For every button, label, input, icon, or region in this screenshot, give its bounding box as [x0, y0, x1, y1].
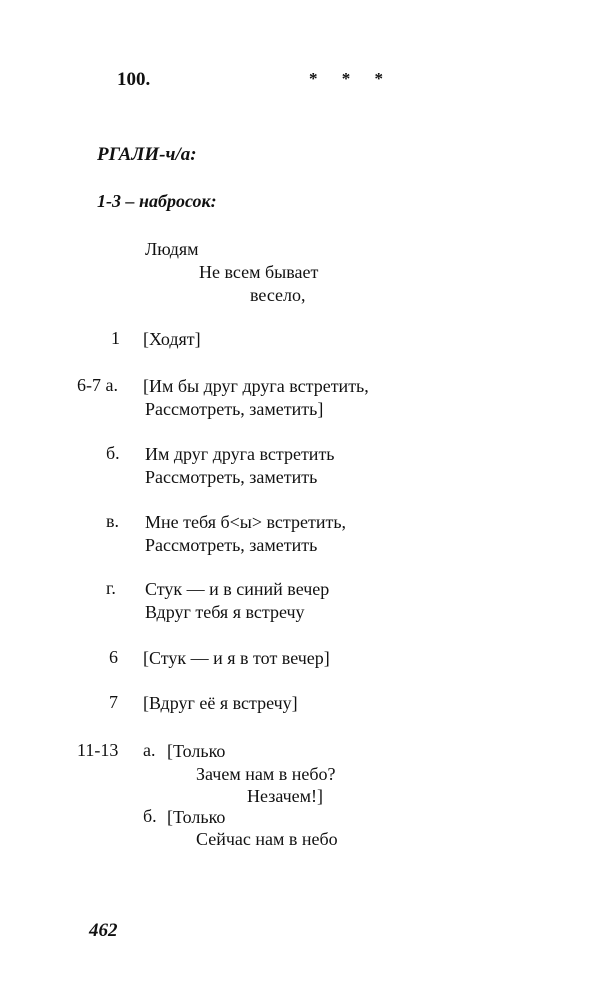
variant-line: Незачем!]	[247, 786, 324, 806]
variant-line: Рассмотреть, заметить]	[145, 399, 324, 419]
variant-line: Им друг друга встретить	[145, 444, 335, 464]
variant-line: [Вдруг её я встречу]	[143, 693, 298, 713]
variant-line: Зачем нам в небо?	[196, 764, 336, 784]
variant-label: б.	[106, 443, 120, 463]
draft-line: Людям	[145, 239, 199, 259]
draft-line: Не всем бывает	[199, 262, 319, 282]
variant-sublabel: б.	[143, 806, 157, 826]
variant-label: 11-13	[77, 740, 119, 760]
variant-label: 6	[109, 647, 118, 667]
variant-line: Рассмотреть, заметить	[145, 535, 318, 555]
section-stars: * * *	[309, 69, 393, 88]
draft-label: 1-3 – набросок:	[97, 191, 217, 211]
source-label: РГАЛИ-ч/а:	[97, 144, 197, 165]
draft-line: весело,	[250, 285, 306, 305]
variant-label: г.	[106, 578, 116, 598]
variant-line: Рассмотреть, заметить	[145, 467, 318, 487]
variant-line: Сейчас нам в небо	[196, 829, 338, 849]
variant-label: в.	[106, 511, 119, 531]
variant-line: Мне тебя б<ы> встретить,	[145, 512, 347, 532]
variant-sublabel: а.	[143, 740, 156, 760]
poem-number: 100.	[117, 69, 151, 90]
variant-line: [Только	[167, 741, 226, 761]
variant-label: 1	[111, 328, 120, 348]
variant-line: [Ходят]	[143, 329, 201, 349]
variant-line: [Только	[167, 807, 226, 827]
variant-line: [Им бы друг друга встретить,	[143, 376, 369, 396]
variant-line: Вдруг тебя я встречу	[145, 602, 305, 622]
variant-label: 7	[109, 692, 118, 712]
variant-label: 6-7 а.	[77, 375, 118, 395]
variant-line: [Стук — и я в тот вечер]	[143, 648, 330, 668]
page-number: 462	[89, 920, 118, 941]
variant-line: Стук — и в синий вечер	[145, 579, 330, 599]
